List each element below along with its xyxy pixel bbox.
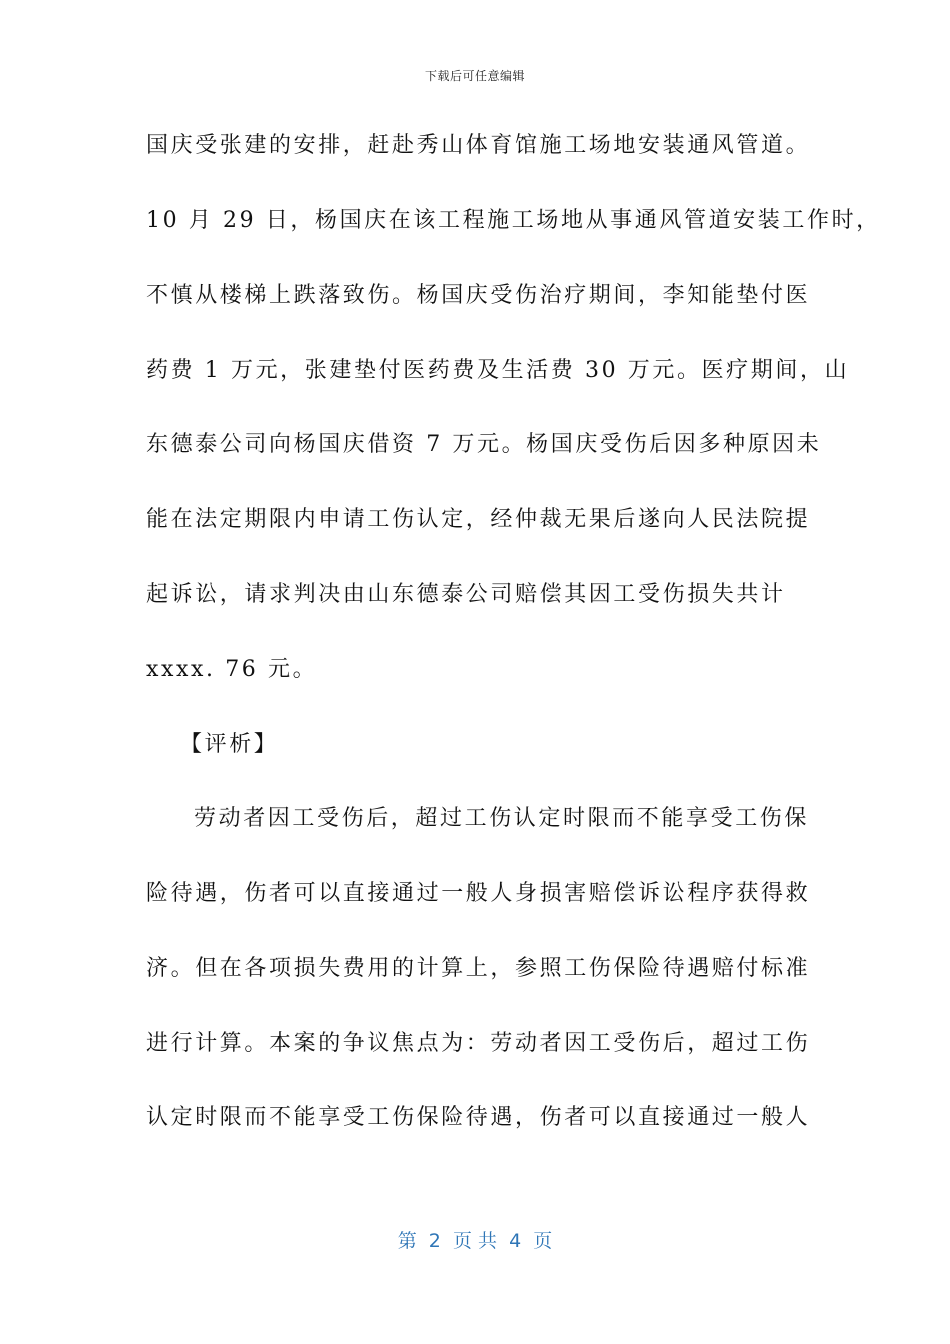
body-line: 药费 1 万元，张建垫付医药费及生活费 30 万元。医疗期间，山 xyxy=(146,358,850,383)
body-line: 10 月 29 日，杨国庆在该工程施工场地从事通风管道安装工作时， xyxy=(146,208,881,233)
body-line: 险待遇，伤者可以直接通过一般人身损害赔偿诉讼程序获得救 xyxy=(146,881,811,906)
body-line: 国庆受张建的安排，赶赴秀山体育馆施工场地安装通风管道。 xyxy=(146,133,811,158)
body-line: 劳动者因工受伤后，超过工伤认定时限而不能享受工伤保 xyxy=(194,806,810,831)
body-line: 进行计算。本案的争议焦点为：劳动者因工受伤后，超过工伤 xyxy=(146,1031,811,1056)
body-line: 东德泰公司向杨国庆借资 7 万元。杨国庆受伤后因多种原因未 xyxy=(146,432,822,457)
body-line: 认定时限而不能享受工伤保险待遇，伤者可以直接通过一般人 xyxy=(146,1105,811,1130)
body-line: 能在法定期限内申请工伤认定，经仲裁无果后遂向人民法院提 xyxy=(146,507,811,532)
body-line: 起诉讼，请求判决由山东德泰公司赔偿其因工受伤损失共计 xyxy=(146,582,786,607)
section-heading: 【评析】 xyxy=(180,732,279,757)
body-line: 不慎从楼梯上跌落致伤。杨国庆受伤治疗期间，李知能垫付医 xyxy=(146,283,811,308)
body-line: 济。但在各项损失费用的计算上，参照工伤保险待遇赔付标准 xyxy=(146,956,811,981)
body-line: xxxx. 76 元。 xyxy=(146,657,318,682)
page-header-note: 下载后可任意编辑 xyxy=(424,69,525,83)
page-number: 第 2 页 共 4 页 xyxy=(397,1230,553,1252)
